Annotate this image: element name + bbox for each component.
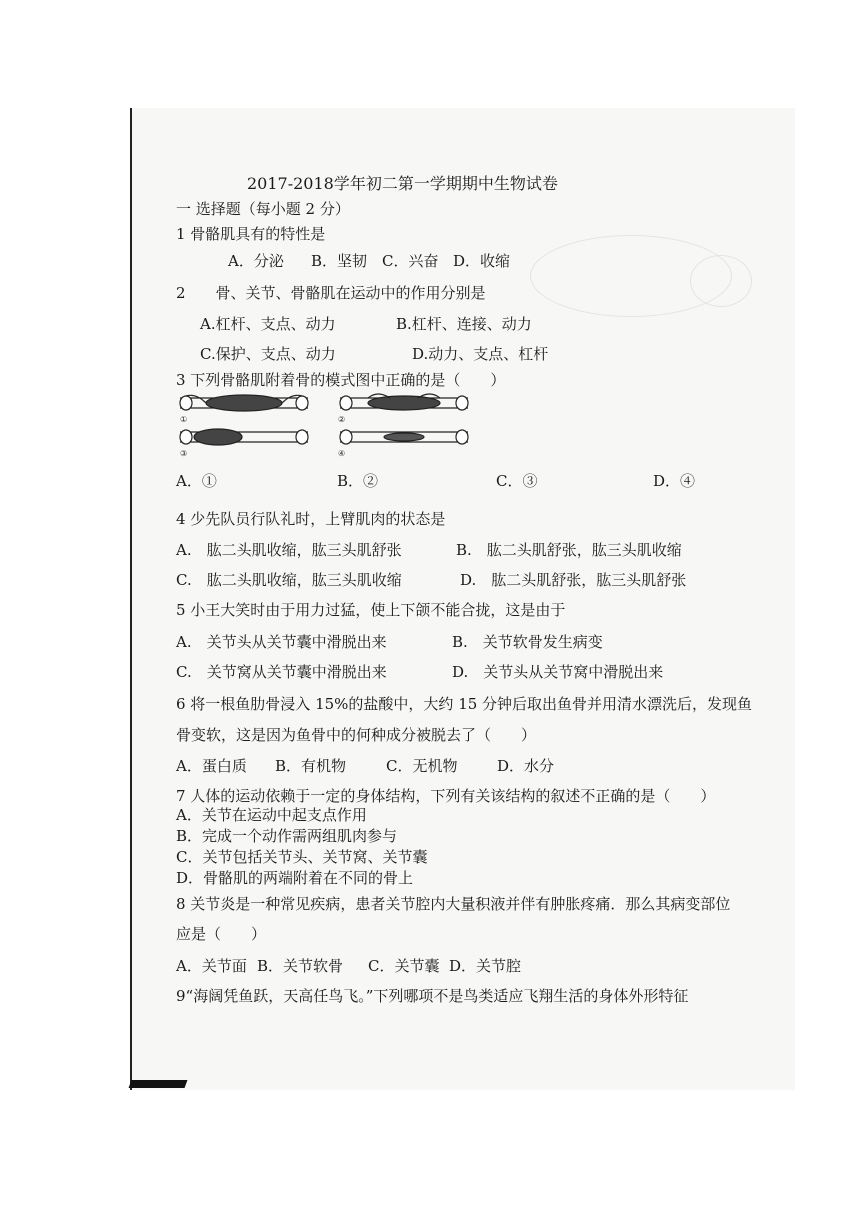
- diagram-2: [340, 394, 468, 410]
- q8-option-b: B．关节软骨: [257, 957, 344, 975]
- q1-stem: 1 骨骼肌具有的特性是: [176, 225, 326, 243]
- q7-option-d: D．骨骼肌的两端附着在不同的骨上: [176, 869, 414, 887]
- section-heading: 一 选择题（每小题 2 分）: [176, 200, 350, 218]
- q2-stem: 2 骨、关节、骨骼肌在运动中的作用分别是: [176, 284, 486, 302]
- q5-option-d: D. 关节头从关节窝中滑脱出来: [452, 663, 664, 681]
- q3-option-b: B．②: [337, 472, 379, 490]
- q7-option-a: A．关节在运动中起支点作用: [176, 806, 367, 824]
- q6-option-d: D．水分: [497, 757, 555, 775]
- q5-option-b: B. 关节软骨发生病变: [452, 633, 603, 651]
- q6-option-b: B．有机物: [275, 757, 347, 775]
- q3-option-c: C．③: [496, 472, 538, 490]
- q1-option-b: B．坚韧: [311, 252, 368, 270]
- q6-option-a: A．蛋白质: [176, 757, 247, 775]
- q8-option-c: C．关节囊: [368, 957, 440, 975]
- q2-option-a: A.杠杆、支点、动力: [200, 315, 336, 333]
- q2-option-c: C.保护、支点、动力: [200, 345, 336, 363]
- diagram-1-label: ①: [180, 415, 188, 424]
- diagram-3-label: ③: [180, 449, 188, 458]
- q8-stem-line1: 8 关节炎是一种常见疾病，患者关节腔内大量积液并伴有肿胀疼痛．那么其病变部位: [176, 895, 731, 913]
- q8-stem-line2: 应是（ ）: [176, 925, 267, 943]
- q2-option-d: D.动力、支点、杠杆: [412, 345, 549, 363]
- q4-stem: 4 少先队员行队礼时，上臂肌肉的状态是: [176, 510, 446, 528]
- q6-option-c: C．无机物: [386, 757, 458, 775]
- bleed-through-sketch: [690, 255, 752, 307]
- diagram-2-label: ②: [338, 415, 346, 424]
- q5-option-c: C. 关节窝从关节囊中滑脱出来: [176, 663, 387, 681]
- q3-muscle-diagrams: [178, 390, 478, 464]
- page-edge-line: [130, 108, 132, 1090]
- q3-option-d: D．④: [653, 472, 696, 490]
- q8-option-a: A．关节面: [176, 957, 247, 975]
- q4-option-c: C. 肱二头肌收缩，肱三头肌收缩: [176, 571, 402, 589]
- q9-stem: 9“海阔凭鱼跃，天高任鸟飞。”下列哪项不是鸟类适应飞翔生活的身体外形特征: [176, 987, 689, 1005]
- q5-stem: 5 小王大笑时由于用力过猛，使上下颌不能合拢，这是由于: [176, 601, 566, 619]
- q1-option-a: A．分泌: [228, 252, 284, 270]
- q8-option-d: D．关节腔: [449, 957, 522, 975]
- q4-option-d: D. 肱二头肌舒张，肱三头肌舒张: [460, 571, 687, 589]
- q5-option-a: A. 关节头从关节囊中滑脱出来: [176, 633, 387, 651]
- scan-smudge: [129, 1080, 188, 1088]
- q6-stem-line1: 6 将一根鱼肋骨浸入 15%的盐酸中，大约 15 分钟后取出鱼骨并用清水漂洗后，发现鱼: [176, 695, 753, 713]
- exam-title: 2017-2018学年初二第一学期期中生物试卷: [247, 174, 558, 193]
- q7-option-c: C．关节包括关节头、关节窝、关节囊: [176, 848, 428, 866]
- diagram-1: [180, 395, 308, 411]
- q3-option-a: A．①: [176, 472, 217, 490]
- q3-stem: 3 下列骨骼肌附着骨的模式图中正确的是（ ）: [176, 371, 506, 389]
- q3-figure-svg: [178, 390, 478, 460]
- q2-option-b: B.杠杆、连接、动力: [396, 315, 532, 333]
- q4-option-b: B. 肱二头肌舒张，肱三头肌收缩: [456, 541, 682, 559]
- diagram-4-label: ④: [338, 449, 346, 458]
- q6-stem-line2: 骨变软，这是因为鱼骨中的何种成分被脱去了（ ）: [176, 726, 537, 744]
- q1-option-d: D．收缩: [453, 252, 511, 270]
- q7-option-b: B．完成一个动作需两组肌肉参与: [176, 827, 398, 845]
- q7-stem: 7 人体的运动依赖于一定的身体结构，下列有关该结构的叙述不正确的是（ ）: [176, 787, 716, 805]
- q1-option-c: C．兴奋: [382, 252, 439, 270]
- diagram-4: [340, 430, 468, 444]
- diagram-3: [180, 429, 308, 445]
- q4-option-a: A. 肱二头肌收缩，肱三头肌舒张: [176, 541, 402, 559]
